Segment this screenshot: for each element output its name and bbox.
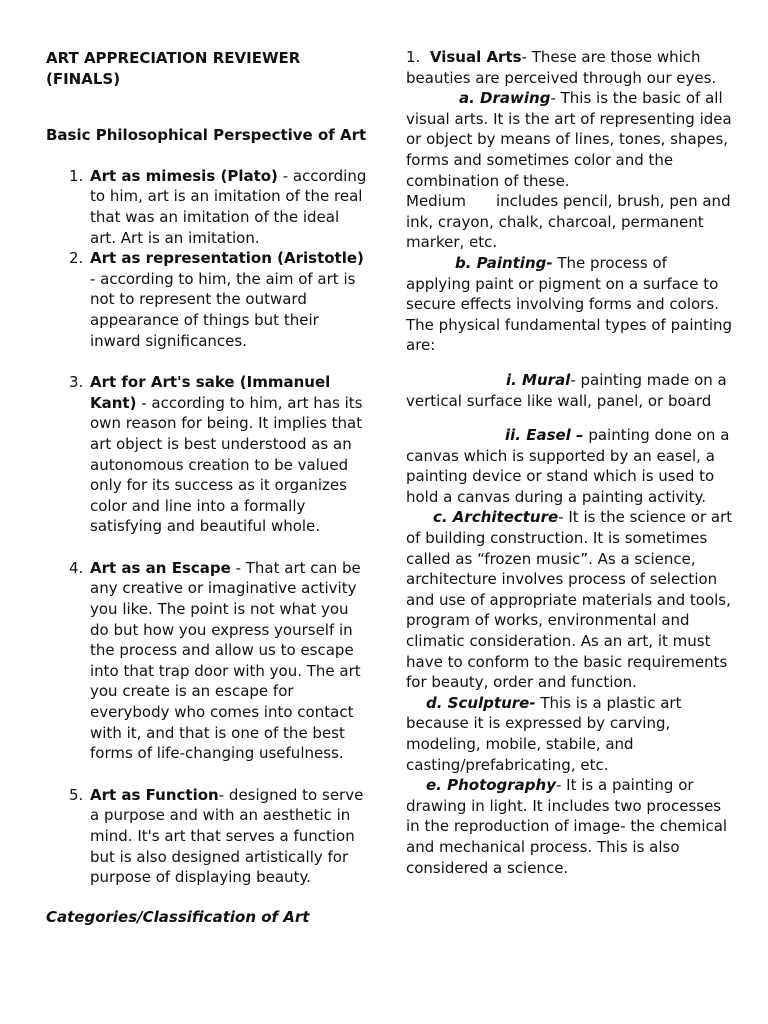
visual-arts-number: 1. — [406, 48, 421, 66]
medium-paragraph — [406, 191, 736, 253]
item-term: Art for Art's sake (Immanuel Kant) — [90, 373, 331, 412]
item-term: Art as Function — [90, 785, 219, 804]
item-number: 3. — [69, 373, 84, 392]
painting-description: The process of applying paint or pigment on a surface to secure effects involving forms and colors. The physical fundamental types of painting are: — [406, 253, 733, 355]
medium-description: includes pencil, brush, pen and ink, crayon, chalk, charcoal, permanent marker, etc. — [406, 192, 731, 252]
easel-term: ii. Easel – — [505, 426, 584, 445]
architecture-term: c. Architecture — [433, 508, 559, 527]
categories-heading: Categories/Classification of Art — [46, 907, 310, 926]
easel-description: painting done on a canvas which is supported by an easel, a painting device or stand which is used to hold a canvas during a painting activity. — [406, 426, 730, 506]
item-description: - designed to serve a purpose and with an aesthetic in mind. It's art that serves a function but is also designed artistically for purpose of displaying beauty. — [90, 785, 364, 887]
perspective-item — [46, 166, 368, 248]
sculpture-paragraph — [406, 693, 736, 775]
perspective-heading: Basic Philosophical Perspective of Art — [46, 126, 367, 145]
photography-description: - It is a painting or drawing in light. It includes two processes in the reproduction of image- the chemical and mechanical process. This is also considered a science. — [406, 776, 728, 877]
painting-term: b. Painting- — [455, 253, 553, 272]
item-term: Art as mimesis (Plato) — [90, 166, 278, 185]
perspective-item — [46, 372, 368, 537]
document-title: ART APPRECIATION REVIEWER (FINALS) — [46, 49, 301, 88]
right-column — [406, 47, 736, 878]
drawing-term: a. Drawing — [459, 89, 551, 108]
item-number: 2. — [69, 249, 84, 268]
drawing-paragraph — [406, 88, 736, 191]
photography-term: e. Photography — [426, 776, 556, 795]
visual-arts-paragraph — [406, 47, 736, 88]
mural-term: i. Mural — [506, 370, 571, 389]
left-column — [46, 48, 368, 927]
item-term: Art as representation (Aristotle) — [90, 249, 364, 268]
architecture-description: - It is the science or art of building construction. It is sometimes called as “frozen music”. As a science, architecture involves process of selection and use of appropriate materials and tools, program of works, environmental and climatic consideration. As an art, it must have to conform to the basic requirements for beauty, order and function. — [406, 508, 733, 692]
visual-arts-term: Visual Arts — [429, 48, 522, 66]
perspective-item — [46, 248, 368, 351]
easel-paragraph — [406, 425, 736, 507]
painting-paragraph — [406, 253, 736, 356]
photography-paragraph — [406, 775, 736, 878]
medium-label: Medium — [406, 192, 466, 211]
mural-description: - painting made on a vertical surface like wall, panel, or board — [406, 370, 727, 410]
mural-paragraph — [406, 370, 736, 411]
item-number: 4. — [69, 558, 84, 577]
visual-arts-description: - These are those which beauties are perceived through our eyes. — [406, 48, 717, 87]
item-description: - according to him, the aim of art is not to represent the outward appearance of things but their inward significances. — [90, 269, 356, 350]
architecture-paragraph — [406, 507, 736, 692]
drawing-description: - This is the basic of all visual arts. It is the art of representing idea or object by means of lines, tones, shapes, forms and sometimes color and the combination of these. — [406, 89, 732, 190]
perspective-item — [46, 558, 368, 764]
sculpture-term: d. Sculpture- — [426, 693, 536, 712]
item-description: - That art can be any creative or imaginative activity you like. The point is not what you do but how you express yourself in the process and allow us to escape into that trap door with you. The art you create is an escape for everybody who comes into contact with it, and that is one of the best forms of life-changing usefulness. — [90, 558, 361, 763]
perspective-item — [46, 785, 368, 888]
perspective-list — [46, 166, 368, 888]
item-description: - according to him, art is an imitation of the real that was an imitation of the ideal art. Art is an imitation. — [90, 166, 367, 247]
item-term: Art as an Escape — [90, 558, 231, 577]
item-number: 1. — [69, 166, 84, 185]
sculpture-description: This is a plastic art because it is expressed by carving, modeling, mobile, stabile, and casting/prefabricating, etc. — [406, 693, 682, 774]
item-description: - according to him, art has its own reason for being. It implies that art object is best understood as an autonomous creation to be valued only for its success as it organizes color and line into a formally satisfying and beautiful whole. — [90, 393, 363, 536]
item-number: 5. — [69, 785, 84, 804]
